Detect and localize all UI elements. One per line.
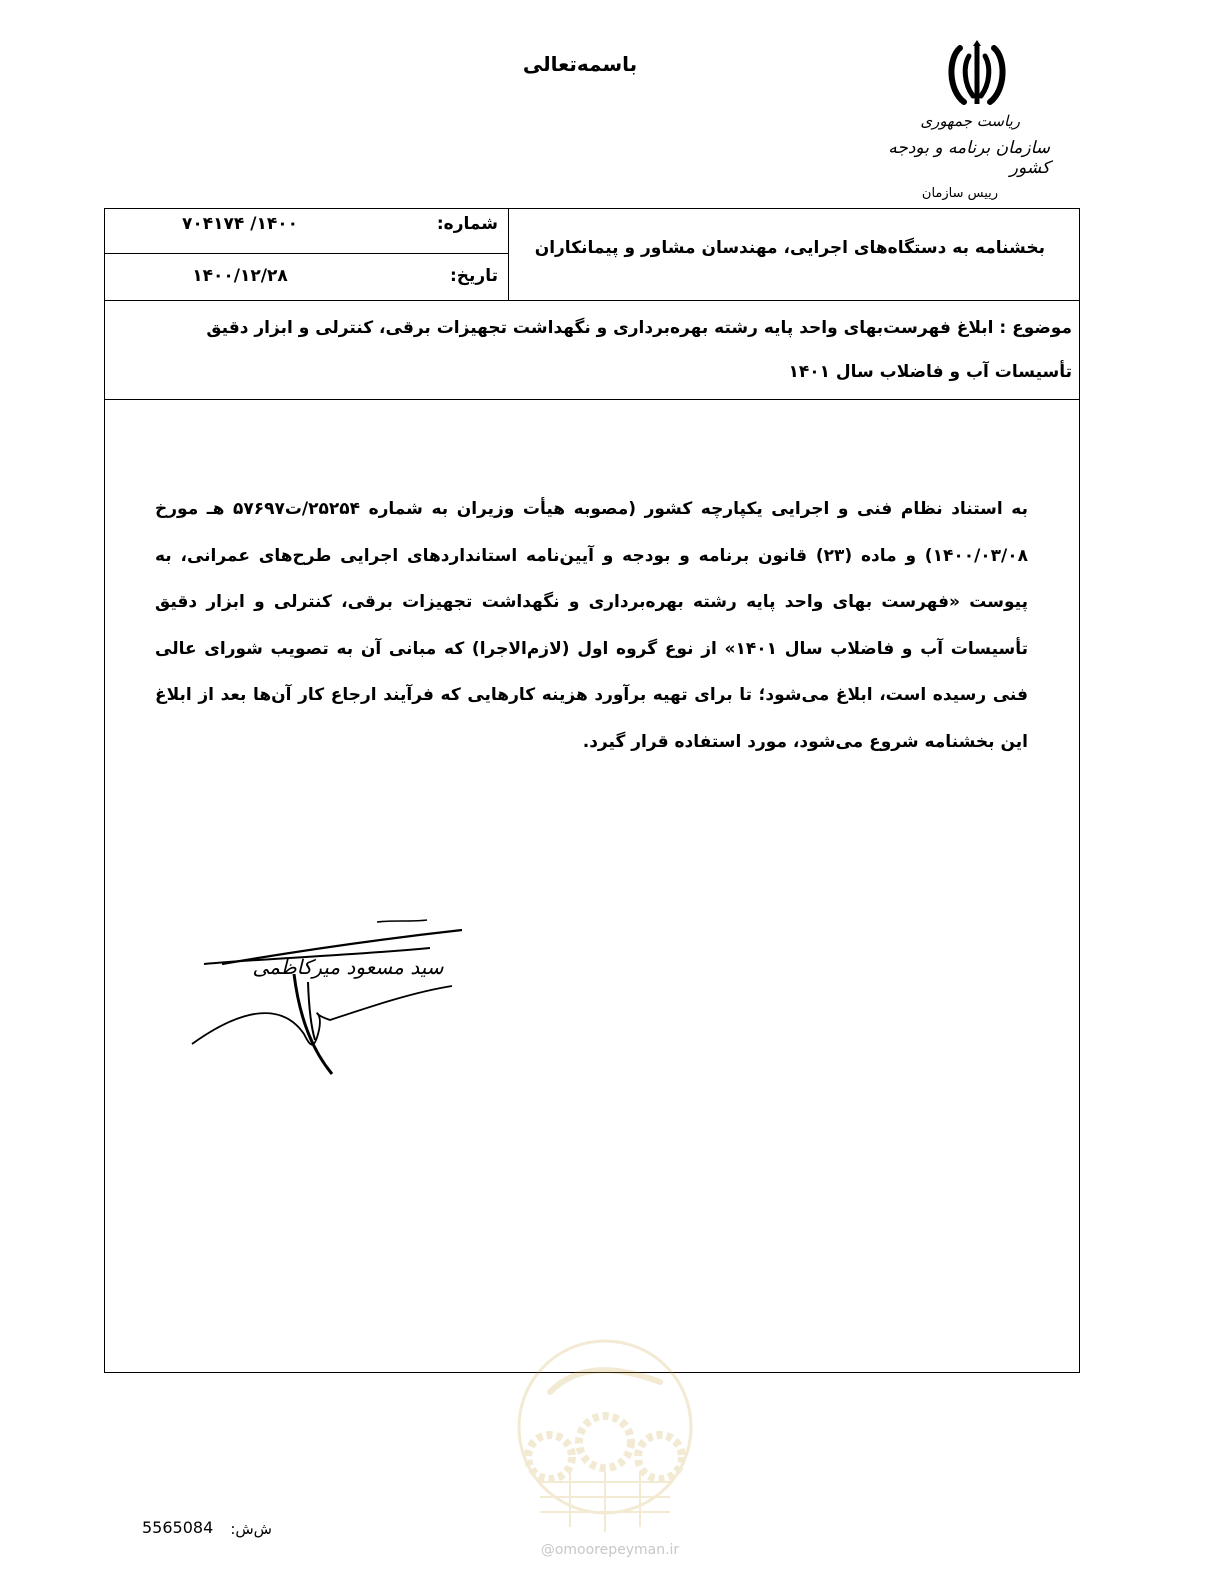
iran-emblem-icon [940,38,1014,112]
signer-name: سید مسعود میرکاظمی [252,955,444,979]
date-value: ۱۴۰۰/۱۲/۲۸ [192,266,288,286]
subject-line: موضوع : ابلاغ فهرست‌بهای واحد پایه رشته بهره‌برداری و نگهداشت تجهیزات برقی، کنترلی و ابزار دقیق تأسیسات آب و فاضلاب سال ۱۴۰۱ [206,318,1072,382]
subject-bottom-rule [104,399,1080,400]
watermark-site: @omoorepeyman.ir [540,1542,680,1558]
org-head-title: رییس سازمان [921,186,999,201]
footer-label: ش‌ش: [230,1520,272,1538]
org-presidency: ریاست جمهوری [920,112,1020,130]
number-value: ۱۴۰۰/ ۷۰۴۱۷۴ [182,214,298,234]
gear-seal-icon [510,1332,700,1542]
signature-image [182,912,472,1082]
date-label: تاریخ: [450,266,498,286]
org-name: سازمان برنامه و بودجه کشور [888,138,1050,178]
header-divider [508,208,509,300]
invocation-heading: باسمه‌تعالی [522,52,638,76]
footer-value: 5565084 [142,1518,214,1537]
body-paragraph: به استناد نظام فنی و اجرایی یکپارچه کشور (مصوبه هیأت وزیران به شماره ۲۵۲۵۴/ت۵۷۶۹۷ هـ مورخ ۱۴۰۰/۰۳/۰۸) و ماده (۲۳) قانون برنامه و بودجه و آیین‌نامه استانداردهای اجرایی طرح‌های عمرانی، به پیوست «فهرست بهای واحد پایه رشته بهره‌برداری و نگهداشت تجهیزات برقی، کنترلی و ابزار دقیق تأسیسات آب و فاضلاب سال ۱۴۰۱» از نوع گروه اول (لازم‌الاجرا) که مبانی آن به تصویب شورای عالی فنی رسیده است، ابلاغ می‌شود؛ تا برای تهیه برآورد هزینه کارهایی که فرآیند ارجاع کار آن‌ها بعد از ابلاغ این بخشنامه شروع می‌شود، مورد استفاده قرار گیرد. [155,499,1029,752]
header-bottom-rule [104,300,1080,301]
meta-row-divider [104,253,508,254]
recipient-line: بخشنامه به دستگاه‌های اجرایی، مهندسان مشاور و پیمانکاران [534,238,1045,258]
number-label: شماره: [436,214,498,234]
